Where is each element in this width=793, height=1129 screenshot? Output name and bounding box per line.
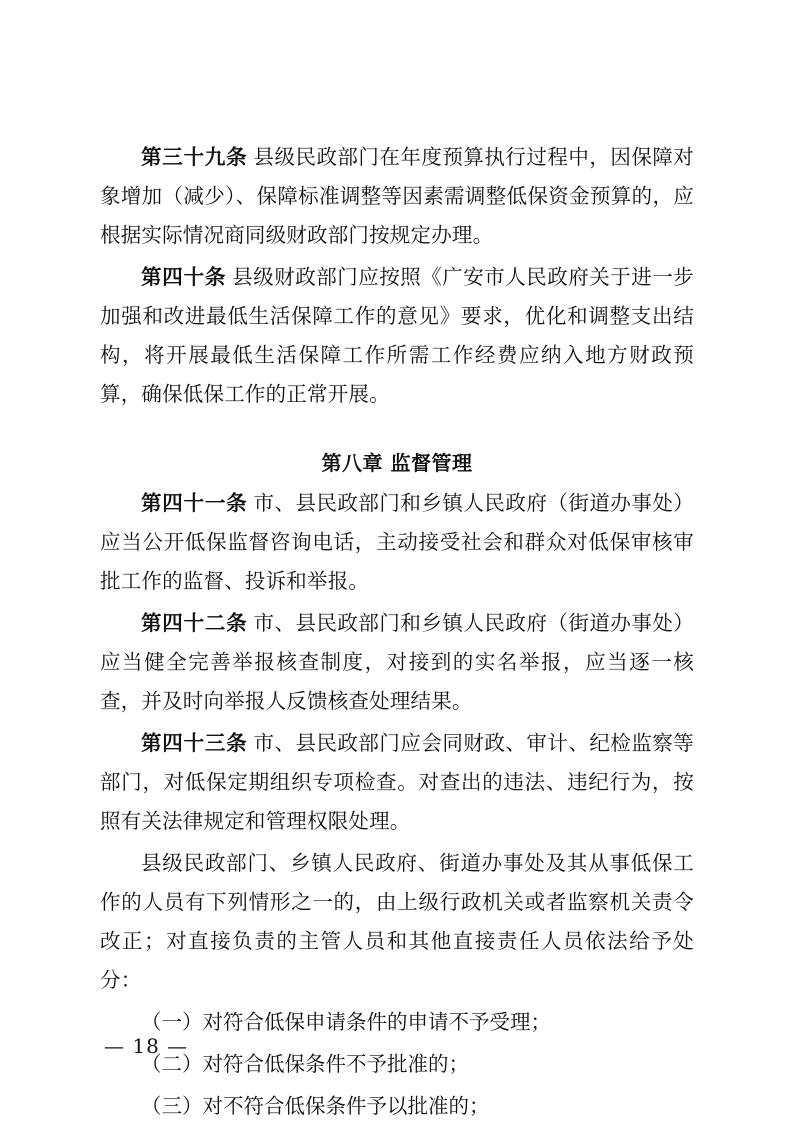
list-item: （三）对不符合低保条件予以批准的； — [141, 1094, 490, 1118]
article-41 — [100, 484, 694, 601]
list-item: （一）对符合低保申请条件的申请不予受理； — [141, 1010, 551, 1034]
page-content — [100, 138, 694, 1129]
article-40 — [100, 258, 694, 414]
article-text: 县级财政部门应按照《广安市人民政府关于进一步加强和改进最低生活保障工作的意见》要求，优化和调整支出结构，将开展最低生活保障工作所需工作经费应纳入地方财政预算，确保低保工作的正常开展。 — [100, 265, 694, 406]
article-label: 第四十条 — [141, 265, 227, 289]
page-number: — 18 — — [104, 1034, 189, 1058]
article-label: 第四十三条 — [141, 731, 248, 755]
penalty-paragraph: 县级民政部门、乡镇人民政府、街道办事处及其从事低保工作的人员有下列情形之一的，由上级行政机关或者监察机关责令改正；对直接负责的主管人员和其他直接责任人员依法给予处分： — [100, 851, 694, 992]
article-42 — [100, 604, 694, 721]
article-text: 市、县民政部门和乡镇人民政府（街道办事处）应当公开低保监督咨询电话，主动接受社会和群众对低保审核审批工作的监督、投诉和举报。 — [100, 491, 695, 593]
article-label: 第四十二条 — [141, 611, 248, 635]
article-43 — [100, 724, 694, 841]
chapter-heading: 第八章 监督管理 — [321, 451, 473, 475]
article-label: 第三十九条 — [141, 145, 248, 169]
article-text: 县级民政部门在年度预算执行过程中，因保障对象增加（减少）、保障标准调整等因素需调整低保资金预算的，应根据实际情况商同级财政部门按规定办理。 — [100, 145, 695, 247]
article-39 — [100, 138, 694, 255]
article-text: 市、县民政部门和乡镇人民政府（街道办事处）应当健全完善举报核查制度，对接到的实名举报，应当逐一核查，并及时向举报人反馈核查处理结果。 — [100, 611, 695, 713]
list-item: （二）对符合低保条件不予批准的； — [141, 1052, 469, 1076]
article-text: 市、县民政部门应会同财政、审计、纪检监察等部门，对低保定期组织专项检查。对查出的违法、违纪行为，按照有关法律规定和管理权限处理。 — [100, 731, 695, 833]
article-label: 第四十一条 — [141, 491, 248, 515]
